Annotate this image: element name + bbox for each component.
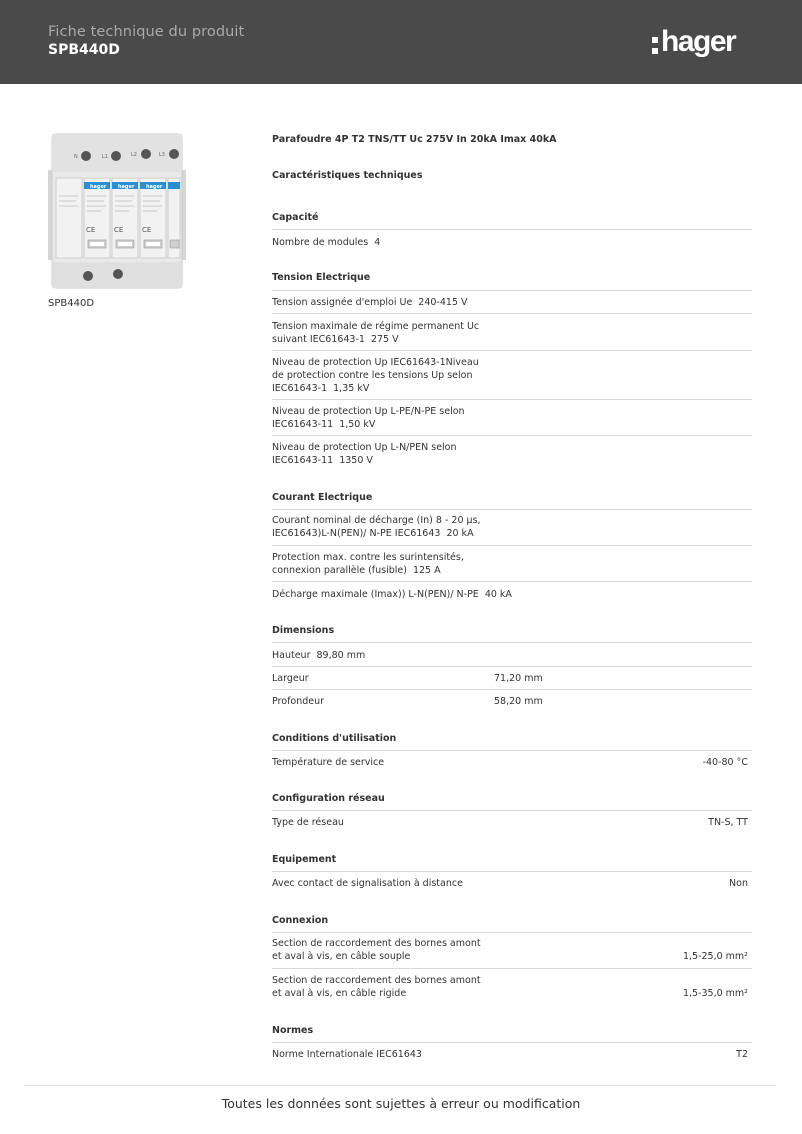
spec-row xyxy=(272,695,752,708)
spec-row xyxy=(272,405,752,431)
divider xyxy=(272,642,752,643)
page-header xyxy=(0,0,802,84)
spec-label-line: Niveau de protection Up L-N/PEN selon xyxy=(272,442,457,453)
spec-value: 20 kA xyxy=(446,528,474,539)
divider xyxy=(272,545,752,546)
spec-label-line: et aval à vis, en câble rigide xyxy=(272,988,407,999)
spec-row xyxy=(272,877,752,890)
divider xyxy=(272,350,752,351)
spec-row xyxy=(272,974,752,1000)
spec-row xyxy=(272,756,752,769)
spec-row xyxy=(272,649,752,662)
spec-row xyxy=(272,551,752,577)
spec-label-line: Section de raccordement des bornes amont xyxy=(272,938,481,949)
divider xyxy=(272,689,752,690)
spec-value: TN-S, TT xyxy=(708,817,748,828)
spec-row xyxy=(272,1048,752,1061)
spec-value: 1,5-35,0 mm² xyxy=(682,988,748,999)
product-image xyxy=(46,130,188,292)
divider xyxy=(272,581,752,582)
terminal-label-l1: L1 xyxy=(102,154,108,160)
spec-label: Type de réseau xyxy=(272,817,344,828)
divider xyxy=(272,290,752,291)
spec-value: 1,50 kV xyxy=(339,419,376,430)
terminal-label-n: N xyxy=(74,154,78,160)
module-brand-3: hager xyxy=(146,184,163,190)
spec-label: Profondeur xyxy=(272,696,325,707)
divider xyxy=(272,435,752,436)
svg-text:CE: CE xyxy=(86,226,96,234)
spec-value: 71,20 mm xyxy=(494,673,543,684)
spec-value: 89,80 mm xyxy=(316,650,366,661)
section-title-courant: Courant Electrique xyxy=(272,492,373,503)
spec-value: Non xyxy=(729,878,748,889)
spec-label-line: IEC61643)L-N(PEN)/ N-PE IEC61643 xyxy=(272,528,441,539)
spec-value: 58,20 mm xyxy=(494,696,543,707)
spec-row xyxy=(272,296,752,309)
spec-row xyxy=(272,937,752,963)
spec-label: Largeur xyxy=(272,673,309,684)
spec-label: Avec contact de signalisation à distance xyxy=(272,878,463,889)
spec-row xyxy=(272,514,752,540)
divider xyxy=(272,666,752,667)
section-title-normes: Normes xyxy=(272,1025,314,1036)
section-title-conditions: Conditions d'utilisation xyxy=(272,733,397,744)
spec-label: Température de service xyxy=(272,757,385,768)
terminal-label-l2: L2 xyxy=(131,152,137,158)
spec-label-line: connexion parallèle (fusible) xyxy=(272,565,407,576)
footer-divider xyxy=(24,1085,776,1086)
spec-label-line: Courant nominal de décharge (In) 8 - 20 µs, xyxy=(272,515,481,526)
terminal-label-l3: L3 xyxy=(159,152,165,158)
spec-row xyxy=(272,320,752,346)
spec-value: 275 V xyxy=(370,334,399,345)
module-brand-1: hager xyxy=(90,184,107,190)
spec-row xyxy=(272,441,752,467)
section-title-dimensions: Dimensions xyxy=(272,625,335,636)
spec-label-line: Protection max. contre les surintensités, xyxy=(272,552,464,563)
spec-row xyxy=(272,816,752,829)
module-brand-2: hager xyxy=(118,184,135,190)
logo-wordmark: hager xyxy=(661,25,736,58)
spec-label-line: IEC61643-1 xyxy=(272,383,328,394)
spec-value: 125 A xyxy=(412,565,441,576)
divider xyxy=(272,810,752,811)
spec-value: 40 kA xyxy=(484,589,512,600)
spec-row xyxy=(272,236,752,249)
spec-value: 4 xyxy=(374,237,381,248)
spec-row xyxy=(272,672,752,685)
svg-text:CE: CE xyxy=(114,226,124,234)
divider xyxy=(272,509,752,510)
svg-text:CE: CE xyxy=(142,226,152,234)
spec-row xyxy=(272,588,752,601)
spec-label: Nombre de modules xyxy=(272,237,369,248)
specs-heading: Caractéristiques techniques xyxy=(272,170,423,181)
spec-label-line: IEC61643-11 xyxy=(272,419,334,430)
spec-value: -40-80 °C xyxy=(702,757,748,768)
product-description: Parafoudre 4P T2 TNS/TT Uc 275V In 20kA Imax 40kA xyxy=(272,134,557,145)
spec-value: 1,5-25,0 mm² xyxy=(682,951,748,962)
header-subtitle: Fiche technique du produit xyxy=(48,24,245,40)
spec-value: 1350 V xyxy=(339,455,373,466)
spec-label-line: suivant IEC61643-1 xyxy=(272,334,365,345)
divider xyxy=(272,968,752,969)
spec-label-line: IEC61643-11 xyxy=(272,455,334,466)
divider xyxy=(272,871,752,872)
spec-value: 240-415 V xyxy=(418,297,468,308)
spec-value: T2 xyxy=(736,1049,748,1060)
spec-value: 1,35 kV xyxy=(333,383,370,394)
spec-label-line: Section de raccordement des bornes amont xyxy=(272,975,481,986)
section-title-connexion: Connexion xyxy=(272,915,329,926)
divider xyxy=(272,1042,752,1043)
footer-disclaimer: Toutes les données sont sujettes à erreur ou modification xyxy=(221,1096,581,1111)
product-image-caption: SPB440D xyxy=(48,298,95,309)
spec-label: Décharge maximale (Imax)) L-N(PEN)/ N-PE xyxy=(272,589,479,600)
section-title-reseau: Configuration réseau xyxy=(272,793,385,804)
divider xyxy=(272,932,752,933)
section-title-capacite: Capacité xyxy=(272,212,319,223)
spec-label-line: Tension maximale de régime permanent Uc xyxy=(272,321,480,332)
spec-label-line: Niveau de protection Up L-PE/N-PE selon xyxy=(272,406,465,417)
spec-label: Tension assignée d'emploi Ue xyxy=(272,297,413,308)
section-title-equipement: Equipement xyxy=(272,854,337,865)
divider xyxy=(272,750,752,751)
divider xyxy=(272,313,752,314)
brand-logo xyxy=(652,24,735,60)
logo-dots-icon xyxy=(652,37,658,54)
spec-label-line: Niveau de protection Up IEC61643-1Niveau xyxy=(272,357,479,368)
divider xyxy=(272,399,752,400)
spec-label-line: et aval à vis, en câble souple xyxy=(272,951,411,962)
header-title: SPB440D xyxy=(48,42,120,58)
spec-label: Norme Internationale IEC61643 xyxy=(272,1049,422,1060)
section-title-tension: Tension Electrique xyxy=(272,272,371,283)
spec-label-line: de protection contre les tensions Up selon xyxy=(272,370,473,381)
spec-row xyxy=(272,356,752,395)
divider xyxy=(272,229,752,230)
spec-label: Hauteur xyxy=(272,650,311,661)
